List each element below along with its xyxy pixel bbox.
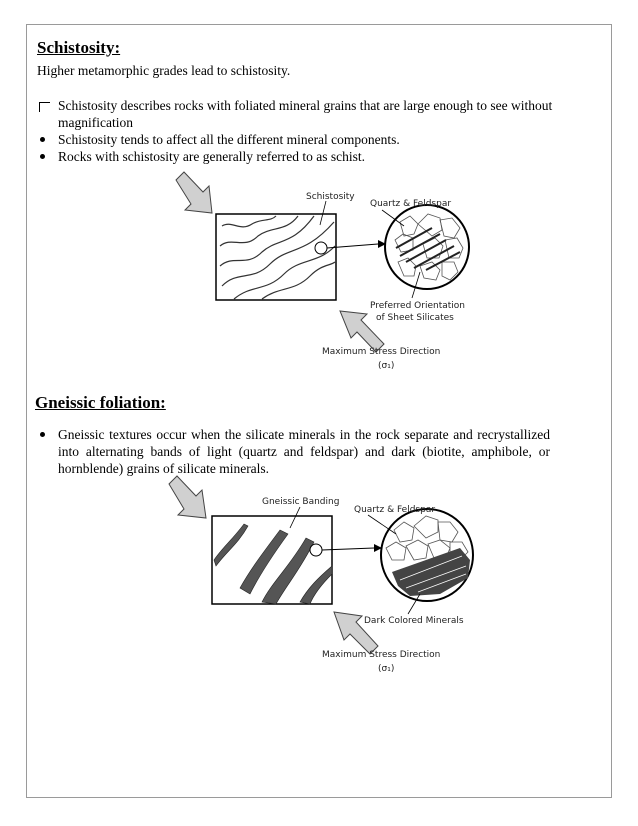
label-quartz-feldspar: Quartz & Feldspar: [370, 199, 452, 209]
gneissic-heading: Gneissic foliation:: [35, 393, 166, 412]
bullet-text: Schistosity describes rocks with foliated mineral grains that are large enough to see without magnification: [58, 98, 553, 130]
magnify-spot: [310, 544, 322, 556]
label-dark-minerals: Dark Colored Minerals: [364, 616, 464, 626]
stress-arrow-top-icon: [169, 476, 206, 518]
label-sigma: (σ₁): [378, 361, 395, 371]
label-preferred-orientation: Preferred Orientation: [370, 301, 465, 311]
label-quartz-feldspar: Quartz & Feldspar: [354, 505, 436, 515]
label-sigma: (σ₁): [378, 664, 395, 674]
bullet-text: Schistosity tends to affect all the different mineral components.: [58, 132, 400, 147]
schistosity-intro: Higher metamorphic grades lead to schistosity.: [37, 63, 291, 78]
bullet-text: Gneissic textures occur when the silicate minerals in the rock separate and recrystallized into alternating bands of light (quartz and feldspar) and dark (biotite, amphibole, or hornblende) grains of silicate minerals.: [58, 427, 550, 476]
label-schistosity: Schistosity: [306, 192, 355, 202]
label-gneissic-banding: Gneissic Banding: [262, 497, 340, 507]
label-max-stress: Maximum Stress Direction: [322, 650, 441, 660]
schistosity-heading: Schistosity:: [37, 38, 121, 57]
bullet-text: Rocks with schistosity are generally referred to as schist.: [58, 149, 366, 164]
label-max-stress: Maximum Stress Direction: [322, 347, 441, 357]
label-sheet-silicates: of Sheet Silicates: [376, 313, 454, 323]
magnified-view: [381, 509, 473, 601]
